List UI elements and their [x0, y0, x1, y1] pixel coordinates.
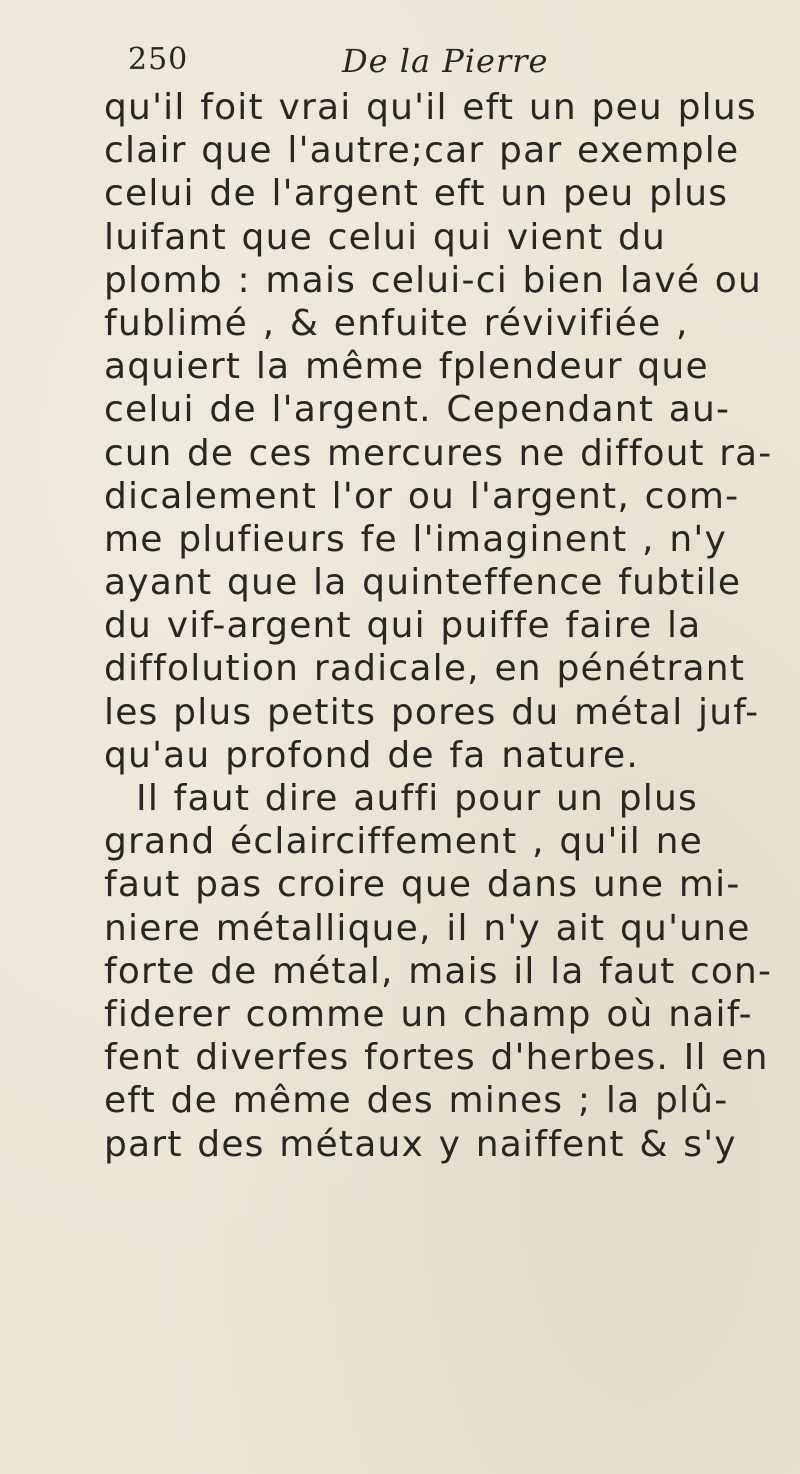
text-line: forte de métal, mais il la faut con- [104, 950, 773, 992]
text-line: grand éclairciffement , qu'il ne [104, 821, 703, 863]
text-line: me plufieurs fe l'imaginent , n'y [104, 518, 727, 560]
text-line: eft de même des mines ; la plû- [104, 1080, 729, 1122]
text-line: qu'au profond de fa nature. [104, 734, 640, 776]
text-line: celui de l'argent. Cependant au- [104, 389, 731, 431]
text-line: plomb : mais celui-ci bien lavé ou [104, 259, 762, 301]
text-line: les plus petits pores du métal juf- [104, 691, 760, 733]
text-line: fublimé , & enfuite révivifiée , [104, 302, 689, 344]
text-line: clair que l'autre;car par exemple [104, 130, 740, 172]
text-line: celui de l'argent eft un peu plus [104, 173, 729, 215]
text-line: faut pas croire que dans une mi- [104, 864, 741, 906]
page-number: 250 [128, 42, 189, 77]
text-line: ayant que la quinteffence fubtile [104, 562, 742, 604]
text-line: dicalement l'or ou l'argent, com- [104, 475, 740, 517]
text-line: niere métallique, il n'y ait qu'une [104, 907, 751, 949]
text-line: fent diverfes fortes d'herbes. Il en [104, 1037, 769, 1079]
text-line: luifant que celui qui vient du [104, 216, 667, 258]
page-header [128, 42, 648, 82]
text-line: cun de ces mercures ne diffout ra- [104, 432, 773, 474]
text-line: part des métaux y naiffent & s'y [104, 1123, 737, 1165]
body-text [104, 86, 772, 1166]
text-line: aquiert la même fplendeur que [104, 346, 709, 388]
text-line: diffolution radicale, en pénétrant [104, 648, 746, 690]
text-line: du vif-argent qui puiffe faire la [104, 605, 702, 647]
text-line: qu'il foit vrai qu'il eft un peu plus [104, 87, 757, 128]
running-head: De la Pierre [342, 42, 549, 80]
text-line: fiderer comme un champ où naif- [104, 993, 753, 1035]
paragraph-start-line: Il faut dire auffi pour un plus [136, 778, 698, 819]
